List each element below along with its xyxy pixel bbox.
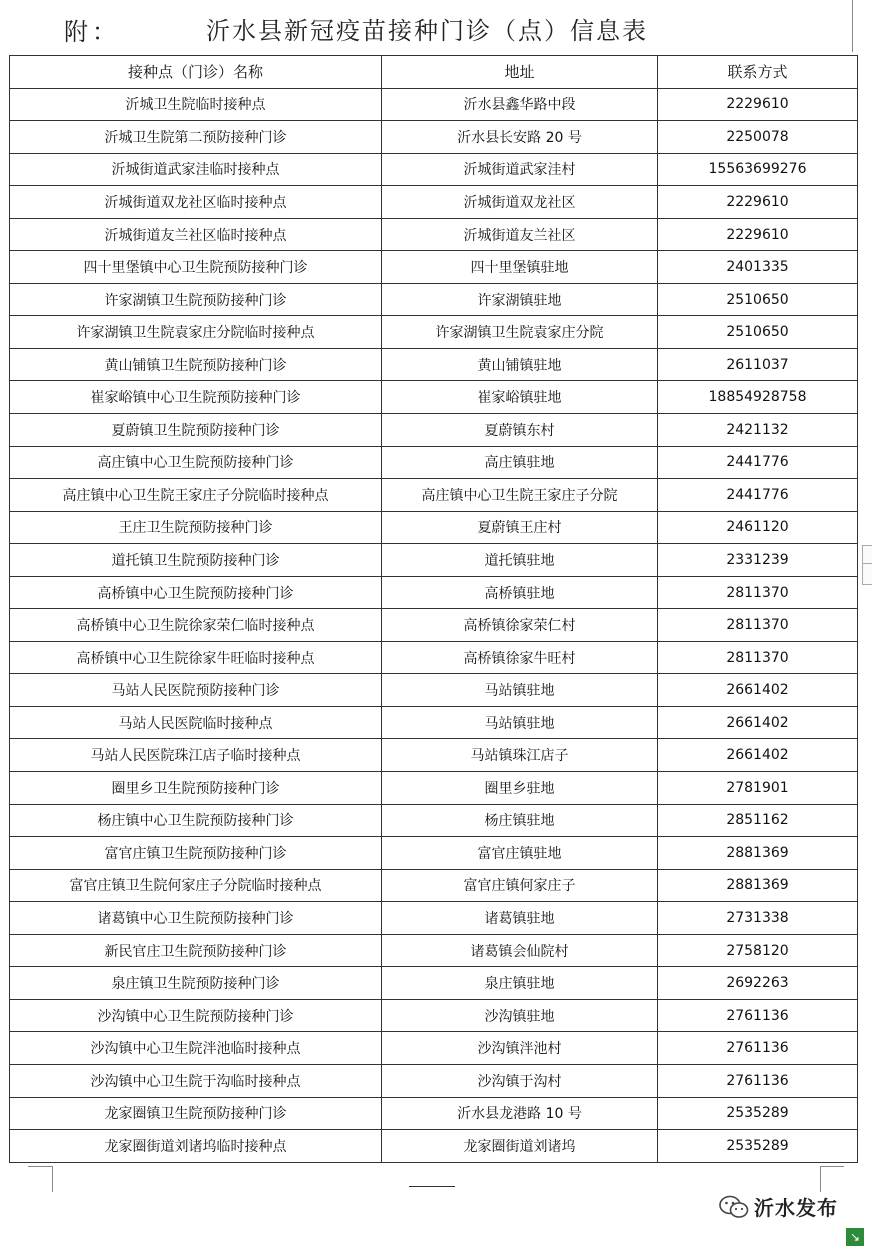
contact-cell: 2441776	[658, 446, 858, 479]
contact-cell: 2331239	[658, 544, 858, 577]
contact-cell: 2250078	[658, 121, 858, 154]
table-row	[10, 674, 858, 707]
table-row	[10, 934, 858, 967]
address-cell: 高庄镇中心卫生院王家庄子分院	[382, 479, 658, 512]
title-prefix: 附：	[64, 18, 120, 46]
address-cell: 许家湖镇卫生院袁家庄分院	[382, 316, 658, 349]
site-name-cell: 崔家峪镇中心卫生院预防接种门诊	[10, 381, 382, 414]
page-corner-mark	[852, 0, 857, 52]
address-cell: 马站镇驻地	[382, 706, 658, 739]
contact-cell: 2811370	[658, 641, 858, 674]
address-cell: 杨庄镇驻地	[382, 804, 658, 837]
address-cell: 沂城街道友兰社区	[382, 218, 658, 251]
site-name-cell: 富官庄镇卫生院何家庄子分院临时接种点	[10, 869, 382, 902]
address-cell: 崔家峪镇驻地	[382, 381, 658, 414]
address-cell: 富官庄镇何家庄子	[382, 869, 658, 902]
site-name-cell: 沂城街道友兰社区临时接种点	[10, 218, 382, 251]
contact-cell: 2229610	[658, 218, 858, 251]
table-header-row	[10, 56, 858, 89]
table-row	[10, 609, 858, 642]
table-row	[10, 544, 858, 577]
address-cell: 沙沟镇驻地	[382, 999, 658, 1032]
table-row	[10, 1097, 858, 1130]
address-cell: 沂水县长安路 20 号	[382, 121, 658, 154]
table-row	[10, 641, 858, 674]
watermark-text: 沂水发布	[754, 1196, 838, 1220]
site-name-cell: 马站人民医院临时接种点	[10, 706, 382, 739]
page-title: 沂水县新冠疫苗接种门诊（点）信息表	[206, 17, 648, 45]
address-cell: 沂水县鑫华路中段	[382, 88, 658, 121]
vaccination-sites-table	[9, 55, 858, 1163]
site-name-cell: 马站人民医院预防接种门诊	[10, 674, 382, 707]
site-name-cell: 沂城街道双龙社区临时接种点	[10, 186, 382, 219]
address-cell: 高桥镇徐家荣仁村	[382, 609, 658, 642]
site-name-cell: 沂城街道武家洼临时接种点	[10, 153, 382, 186]
column-header-address: 地址	[382, 56, 658, 89]
site-name-cell: 沂城卫生院临时接种点	[10, 88, 382, 121]
table-row	[10, 1064, 858, 1097]
site-name-cell: 富官庄镇卫生院预防接种门诊	[10, 837, 382, 870]
address-cell: 道托镇驻地	[382, 544, 658, 577]
address-cell: 高桥镇驻地	[382, 576, 658, 609]
wechat-icon	[718, 1194, 750, 1220]
site-name-cell: 夏蔚镇卫生院预防接种门诊	[10, 414, 382, 447]
table-row	[10, 88, 858, 121]
contact-cell: 2229610	[658, 186, 858, 219]
address-cell: 马站镇驻地	[382, 674, 658, 707]
page-edge-tab	[862, 563, 872, 585]
site-name-cell: 黄山铺镇卫生院预防接种门诊	[10, 348, 382, 381]
address-cell: 富官庄镇驻地	[382, 837, 658, 870]
contact-cell: 2535289	[658, 1097, 858, 1130]
contact-cell: 18854928758	[658, 381, 858, 414]
table-row	[10, 999, 858, 1032]
site-name-cell: 新民官庄卫生院预防接种门诊	[10, 934, 382, 967]
address-cell: 沂水县龙港路 10 号	[382, 1097, 658, 1130]
site-name-cell: 龙家圈街道刘诸坞临时接种点	[10, 1130, 382, 1163]
contact-cell: 2535289	[658, 1130, 858, 1163]
site-name-cell: 泉庄镇卫生院预防接种门诊	[10, 967, 382, 1000]
watermark	[718, 1192, 838, 1221]
site-name-cell: 王庄卫生院预防接种门诊	[10, 511, 382, 544]
address-cell: 沙沟镇于沟村	[382, 1064, 658, 1097]
table-row	[10, 414, 858, 447]
contact-cell: 2731338	[658, 902, 858, 935]
contact-cell: 2851162	[658, 804, 858, 837]
contact-cell: 2421132	[658, 414, 858, 447]
address-cell: 四十里堡镇驻地	[382, 251, 658, 284]
contact-cell: 2761136	[658, 999, 858, 1032]
table-row	[10, 869, 858, 902]
table-row	[10, 381, 858, 414]
table-row	[10, 772, 858, 805]
site-name-cell: 高庄镇中心卫生院王家庄子分院临时接种点	[10, 479, 382, 512]
address-cell: 龙家圈街道刘诸坞	[382, 1130, 658, 1163]
address-cell: 高桥镇徐家牛旺村	[382, 641, 658, 674]
site-name-cell: 高桥镇中心卫生院徐家牛旺临时接种点	[10, 641, 382, 674]
table-row	[10, 804, 858, 837]
site-name-cell: 圈里乡卫生院预防接种门诊	[10, 772, 382, 805]
contact-cell: 2781901	[658, 772, 858, 805]
site-name-cell: 许家湖镇卫生院预防接种门诊	[10, 283, 382, 316]
address-cell: 许家湖镇驻地	[382, 283, 658, 316]
contact-cell: 2661402	[658, 674, 858, 707]
site-name-cell: 沂城卫生院第二预防接种门诊	[10, 121, 382, 154]
site-name-cell: 道托镇卫生院预防接种门诊	[10, 544, 382, 577]
contact-cell: 2881369	[658, 869, 858, 902]
table-row	[10, 1130, 858, 1163]
column-header-contact: 联系方式	[658, 56, 858, 89]
table-row	[10, 479, 858, 512]
address-cell: 沙沟镇泮池村	[382, 1032, 658, 1065]
column-header-site-name: 接种点（门诊）名称	[10, 56, 382, 89]
address-cell: 诸葛镇会仙院村	[382, 934, 658, 967]
table-row	[10, 251, 858, 284]
address-cell: 黄山铺镇驻地	[382, 348, 658, 381]
contact-cell: 2692263	[658, 967, 858, 1000]
contact-cell: 2510650	[658, 316, 858, 349]
table-row	[10, 446, 858, 479]
page-corner-mark	[820, 1166, 844, 1167]
page-corner-mark	[28, 1166, 52, 1167]
contact-cell: 2461120	[658, 511, 858, 544]
table-row	[10, 739, 858, 772]
page-corner-mark	[52, 1166, 53, 1192]
contact-cell: 2761136	[658, 1032, 858, 1065]
table-row	[10, 837, 858, 870]
site-name-cell: 四十里堡镇中心卫生院预防接种门诊	[10, 251, 382, 284]
site-name-cell: 许家湖镇卫生院袁家庄分院临时接种点	[10, 316, 382, 349]
address-cell: 马站镇珠江店子	[382, 739, 658, 772]
site-name-cell: 高庄镇中心卫生院预防接种门诊	[10, 446, 382, 479]
address-cell: 泉庄镇驻地	[382, 967, 658, 1000]
site-name-cell: 马站人民医院珠江店子临时接种点	[10, 739, 382, 772]
corner-badge-icon: ↘	[846, 1228, 864, 1246]
contact-cell: 2881369	[658, 837, 858, 870]
contact-cell: 2811370	[658, 576, 858, 609]
site-name-cell: 沙沟镇中心卫生院预防接种门诊	[10, 999, 382, 1032]
table-row	[10, 186, 858, 219]
contact-cell: 2401335	[658, 251, 858, 284]
table-row	[10, 153, 858, 186]
table-row	[10, 902, 858, 935]
page-corner-mark	[820, 1166, 821, 1192]
address-cell: 夏蔚镇王庄村	[382, 511, 658, 544]
contact-cell: 2661402	[658, 739, 858, 772]
table-row	[10, 511, 858, 544]
site-name-cell: 龙家圈镇卫生院预防接种门诊	[10, 1097, 382, 1130]
page-footer-dash	[409, 1186, 455, 1187]
address-cell: 高庄镇驻地	[382, 446, 658, 479]
table-row	[10, 348, 858, 381]
address-cell: 圈里乡驻地	[382, 772, 658, 805]
contact-cell: 2811370	[658, 609, 858, 642]
contact-cell: 2661402	[658, 706, 858, 739]
address-cell: 诸葛镇驻地	[382, 902, 658, 935]
site-name-cell: 高桥镇中心卫生院预防接种门诊	[10, 576, 382, 609]
table-row	[10, 576, 858, 609]
contact-cell: 2441776	[658, 479, 858, 512]
site-name-cell: 高桥镇中心卫生院徐家荣仁临时接种点	[10, 609, 382, 642]
table-row	[10, 121, 858, 154]
table-row	[10, 967, 858, 1000]
site-name-cell: 诸葛镇中心卫生院预防接种门诊	[10, 902, 382, 935]
table-row	[10, 1032, 858, 1065]
site-name-cell: 杨庄镇中心卫生院预防接种门诊	[10, 804, 382, 837]
table-row	[10, 316, 858, 349]
address-cell: 夏蔚镇东村	[382, 414, 658, 447]
contact-cell: 15563699276	[658, 153, 858, 186]
site-name-cell: 沙沟镇中心卫生院于沟临时接种点	[10, 1064, 382, 1097]
site-name-cell: 沙沟镇中心卫生院泮池临时接种点	[10, 1032, 382, 1065]
address-cell: 沂城街道武家洼村	[382, 153, 658, 186]
table-row	[10, 218, 858, 251]
contact-cell: 2758120	[658, 934, 858, 967]
address-cell: 沂城街道双龙社区	[382, 186, 658, 219]
contact-cell: 2611037	[658, 348, 858, 381]
table-row	[10, 706, 858, 739]
contact-cell: 2229610	[658, 88, 858, 121]
contact-cell: 2761136	[658, 1064, 858, 1097]
contact-cell: 2510650	[658, 283, 858, 316]
table-row	[10, 283, 858, 316]
